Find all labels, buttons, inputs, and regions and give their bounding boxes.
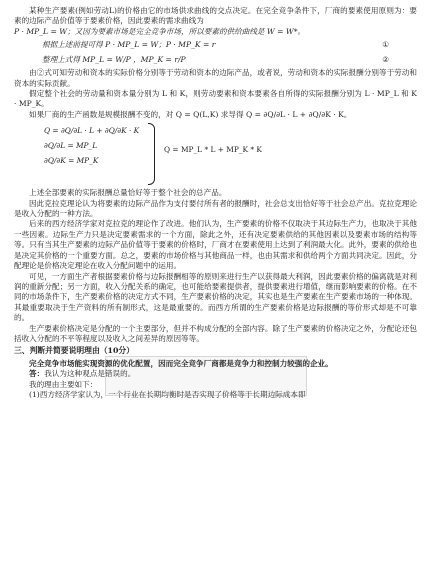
system-line-1: Q = ∂Q/∂L · L + ∂Q/∂K · K xyxy=(44,126,140,136)
paragraph-visible: 可见，一方面生产者根据要素价格与边际报酬相等的原则来进行生产以获得最大利润，因此要素价格的偏离就是对利润的重新分配；另一方面，收入分配关系的确定，也可能给要素提供者，提供要素进行增值，继而影响要素的价格。在不同的市场条件下，生产要素价格的决定方式不同，生产要素价格的决定，其实也是生产要素在生产要素市场的一种体现。其最重要取决于生产资料的所有制形式，这是最重要的。而西方所谓的生产要素价格是边际报酬的等价形式却是不可靠的。 xyxy=(14,271,417,323)
paragraph-labor-capital: 假定整个社会的劳动量和资本量分别为 L 和 K，则劳动要素和资本要素各自所得的实际报酬分别为 L · MP_L 和 K · MP_K。 xyxy=(14,89,417,109)
reason-intro: 我的理由主要如下： xyxy=(29,379,98,389)
equation-2 xyxy=(42,53,417,67)
paragraph-distribution: 生产要素价格决定是分配的一个主要部分，但并不构成分配的全部内容。除了生产要素的价格决定之外，分配论还包括收入分配的不平等程度以及收入之间差异的原因等等。 xyxy=(14,323,417,343)
paragraph-real-price: 由②式可知劳动和资本的实际价格分别等于劳动和资本的边际产品，或者说，劳动和资本的实际报酬分别等于劳动和资本的实际贡献。 xyxy=(14,68,417,88)
equation-2-text: 整理上式得 MP_L = W/P ，MP_K = r/P xyxy=(42,55,186,65)
paragraph-clark-theory: 因此克拉克理论认为将要素的边际产品作为支付要付所有者的报酬时，社会总支出恰好等于社会总产出。克拉克理论是收入分配的一种方法。 xyxy=(14,198,417,219)
equation-system-lines xyxy=(44,123,154,168)
equation-system xyxy=(44,123,417,185)
system-line-2: ∂Q/∂L = MP_L xyxy=(44,141,98,151)
answer-label: 答： xyxy=(29,369,45,379)
paragraph-total-product: 上述全部要素的实际报酬总量恰好等于整个社会的总产品。 xyxy=(29,188,227,198)
paragraph-derivative: 如果厂商的生产函数是规模报酬不变的，对 Q = Q(L,K) 求导得 Q = ∂Q/∂L · L + ∂Q/∂K · K。 xyxy=(29,109,352,119)
paragraph-improvement: 后来的西方经济学家对克拉克的理论作了改进。他们认为，生产要素的价格不仅取决于其边际生产力，也取决于其他一些因素。边际生产力只是决定要素需求的一个方面，除此之外，还有决定要素供给的其他因素以及要素市场的结构等等。只有当其生产要素的边际产品价值等于要素的价格时，厂商才在要素使用上达到了利润最大化。此外，要素的供给也是决定其价格的一个重要方面。总之，要素的市场价格与其他商品一样，也由其需求和供给两个方面共同决定。因此，分配理论是价格决定理论在收入分配问题中的运用。 xyxy=(14,219,417,271)
paragraph-demand-supply: P · MP_L = W；又因为要素市场是完全竞争市场，所以要素的供给曲线是 W = W*。 xyxy=(14,26,306,36)
answer-text: 我认为这种观点是错误的。 xyxy=(44,369,136,379)
question-statement: 完全竞争市场能实现资源的优化配置，因而完全竞争厂商都是竞争力和控制力较强的企业。 xyxy=(29,358,333,368)
equation-1 xyxy=(42,38,417,52)
paragraph-intro: 某种生产要素(例如劳动L)的价格由它的市场供求曲线的交点决定。在完全竞争条件下，厂商的要素使用原则为：要素的边际产品价值等于要素价格，因此要素的需求曲线为 xyxy=(14,6,417,26)
section-heading: 三、判断并简要说明理由（10分） xyxy=(14,346,135,356)
equation-1-text: 根据上述前提可得 P · MP_L = W；P · MP_K = r xyxy=(42,40,216,50)
system-brace xyxy=(148,123,155,185)
system-result: Q = MP_L * L + MP_K * K xyxy=(164,145,262,155)
watermark-stamp xyxy=(105,356,307,396)
reason-1: (1)西方经济学家认为，一个行业在长期均衡时是否实现了价格等于长期边际成本即 xyxy=(29,389,306,399)
equation-1-number: ① xyxy=(382,40,389,50)
equation-2-number: ② xyxy=(382,55,389,65)
system-line-3: ∂Q/∂K = MP_K xyxy=(44,156,99,166)
